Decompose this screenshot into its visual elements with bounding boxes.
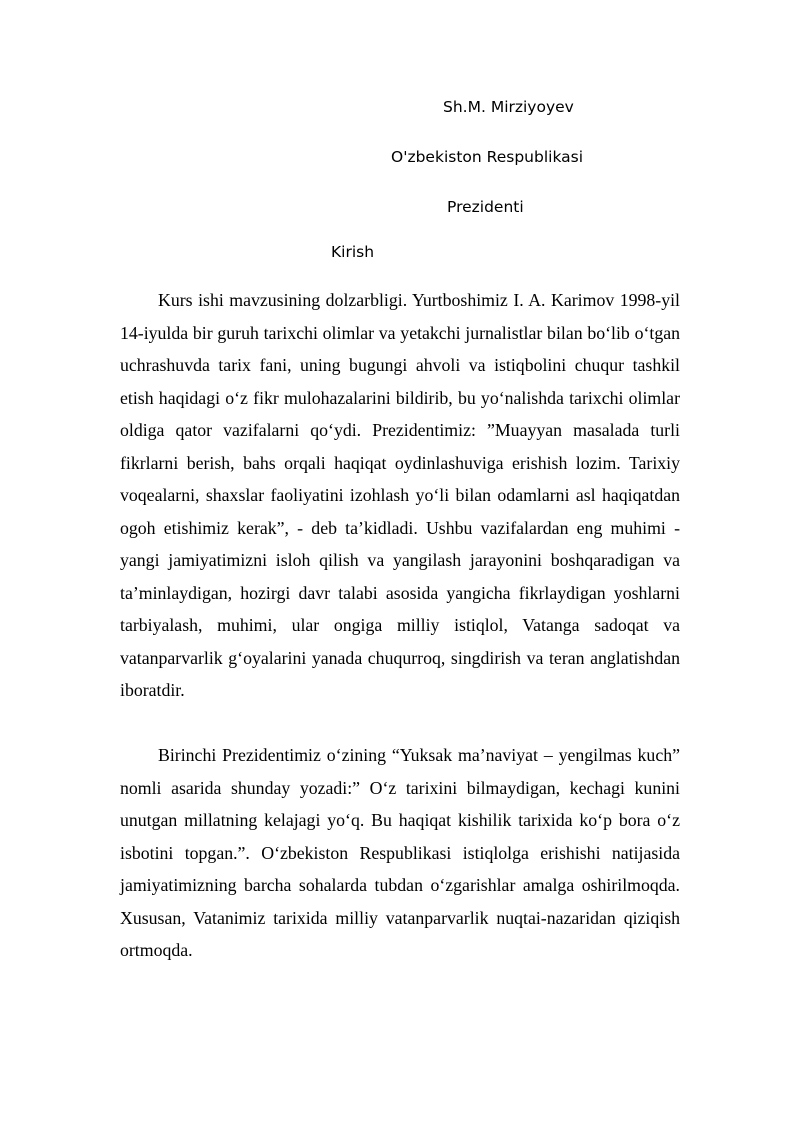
- paragraph-block-2: [120, 739, 680, 967]
- author-role: Prezidenti: [447, 198, 524, 216]
- author-country: O'zbekiston Respublikasi: [391, 148, 584, 166]
- paragraph: Birinchi Prezidentimiz o‘zining “Yuksak ma’naviyat – yengilmas kuch” nomli asarida shunday yozadi:” O‘z tarixini bilmaydigan, kechagi kunini unutgan millatning kelajagi yo‘q. Bu haqiqat kishilik tarixida ko‘p bora o‘z isbotini topgan.”. O‘zbekiston Respublikasi istiqlolga erishishi natijasida jamiyatimizning barcha sohalarda tubdan o‘zgarishlar amalga oshirilmoqda. Xususan, Vatanimiz tarixida milliy vatanparvarlik nuqtai-nazaridan qiziqish ortmoqda.: [120, 745, 680, 960]
- paragraph-block-1: [120, 284, 680, 707]
- paragraph: Kurs ishi mavzusining dolzarbligi. Yurtboshimiz I. A. Karimov 1998-yil 14-iyulda bir guruh tarixchi olimlar va yetakchi jurnalistlar bilan bo‘lib o‘tgan uchrashuvda tarix fani, uning bugungi ahvoli va istiqbolini chuqur tashkil etish haqidagi o‘z fikr mulohazalarini bildirib, bu yo‘nalishda tarixchi olimlar oldiga qator vazifalarni qo‘ydi. Prezidentimiz: ”Muayyan masalada turli fikrlarni berish, bahs orqali haqiqat oydinlashuviga erishish lozim. Tarixiy voqealarni, shaxslar faoliyatini izohlash yo‘li bilan odamlarni asl haqiqatdan ogoh etishimiz kerak”, - deb ta’kidladi. Ushbu vazifalardan eng muhimi - yangi jamiyatimizni isloh qilish va yangilash jarayonini boshqaradigan va ta’minlaydigan, hozirgi davr talabi asosida yangicha fikrlaydigan yoshlarni tarbiyalash, muhimi, ular ongiga milliy istiqlol, Vatanga sadoqat va vatanparvarlik g‘oyalarini yanada chuqurroq, singdirish va teran anglatishdan iboratdir.: [120, 290, 680, 700]
- section-heading: Kirish: [331, 243, 375, 261]
- author-name: Sh.M. Mirziyoyev: [443, 98, 574, 116]
